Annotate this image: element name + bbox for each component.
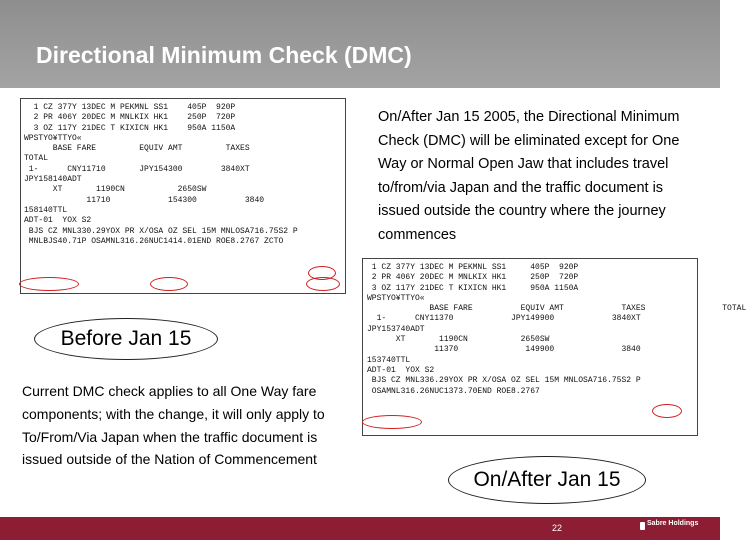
pnr-line: ADT-01 YOX S2 (24, 216, 92, 226)
pnr-line: 158140TTL (24, 205, 68, 215)
after-label: On/After Jan 15 (448, 456, 646, 504)
sabre-logo-text: Sabre Holdings (647, 520, 699, 527)
pnr-line: 1- CNY11710 JPY154300 3840XT (24, 164, 250, 174)
pnr-line: BASE FARE EQUIV AMT TAXES TOTAL (367, 304, 746, 314)
before-pnr-box (20, 98, 346, 294)
pnr-line: 11710 154300 3840 (24, 195, 265, 205)
pnr-line: JPY153740ADT (367, 324, 425, 334)
title-bar (0, 0, 720, 88)
after-highlight-s2p (652, 404, 682, 418)
pnr-line: 1 CZ 377Y 13DEC M PEKMNL SS1 405P 920P (24, 103, 236, 112)
pnr-line: BJS CZ MNL336.29YOX PR X/OSA OZ SEL 15M MNLOSA716.75S2 P (367, 376, 641, 386)
pnr-line: XT 1190CN 2650SW (367, 335, 550, 345)
pnr-line: 1- CNY11370 JPY149900 3840XT (367, 314, 641, 324)
after-pnr-box (362, 258, 746, 436)
pnr-line: JPY158140ADT (24, 175, 82, 185)
sabre-logo-icon (640, 522, 645, 530)
after-highlight-osamnl (362, 415, 422, 429)
before-pnr-text (24, 103, 345, 247)
pnr-line: 3 OZ 117Y 21DEC T KIXICN HK1 950A 1150A (24, 123, 236, 133)
pnr-line: BJS CZ MNL330.29YOX PR X/OSA OZ SEL 15M MNLOSA716.75S2 P (24, 226, 298, 236)
pnr-line: XT 1190CN 2650SW (24, 185, 207, 195)
before-highlight-mnlbjs (19, 277, 79, 291)
callout-text: On/After Jan 15 2005, the Directional Minimum Check (DMC) will be eliminated except for One Way or Normal Open Jaw that includes travel to/from/via Japan and the traffic document is issued outside the country where the journey commences (378, 109, 680, 243)
pnr-line: MNLBJS40.71P OSAMNL316.26NUC1414.01END ROE8.2767 ZCTO (24, 236, 284, 246)
pnr-line: ADT-01 YOX S2 (367, 365, 435, 375)
pnr-line: 2 PR 406Y 20DEC M MNLKIX HK1 250P 720P (24, 113, 236, 123)
before-highlight-nuc (150, 277, 188, 291)
pnr-line: WPSTYO¥TTYO« (24, 133, 82, 143)
after-pnr-text (367, 263, 746, 397)
pnr-line: WPSTYO¥TTYO« (367, 293, 425, 303)
footer-bar (0, 517, 720, 540)
pnr-line: OSAMNL316.26NUC1373.70END ROE8.2767 (367, 386, 540, 396)
pnr-line: TOTAL (24, 154, 49, 164)
pnr-line: 1 CZ 377Y 13DEC M PEKMNL SS1 405P 920P (367, 263, 579, 272)
before-label: Before Jan 15 (34, 318, 218, 360)
page-number: 22 (552, 523, 563, 533)
description-text: Current DMC check applies to all One Way fare components; with the change, it will only apply to To/From/Via Japan when the traffic document is issued outside of the Nation of Commencement (22, 383, 325, 468)
pnr-line: 2 PR 406Y 20DEC M MNLKIX HK1 250P 720P (367, 273, 579, 283)
pnr-line: 153740TTL (367, 355, 411, 365)
slide-title: Directional Minimum Check (DMC) (36, 42, 412, 68)
pnr-line: 11370 149900 3840 (367, 345, 641, 355)
pnr-line: 3 OZ 117Y 21DEC T KIXICN HK1 950A 1150A (367, 283, 579, 293)
before-highlight-zcto (306, 277, 340, 291)
pnr-line: BASE FARE EQUIV AMT TAXES (24, 144, 250, 154)
